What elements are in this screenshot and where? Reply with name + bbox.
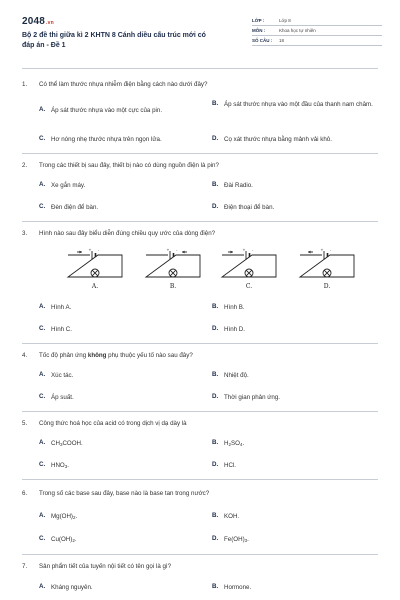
question-text: Hình nào sau đây biểu diễn đúng chiều quy ước của dòng điện? [39, 230, 216, 237]
circuit-c-label: C. [245, 283, 253, 290]
option-5a[interactable]: A. $CH_3COOH$. [39, 439, 83, 447]
option-7b[interactable]: B. Hormone. [212, 583, 252, 591]
divider [22, 153, 378, 154]
page-title: Bộ 2 đề thi giữa kì 2 KHTN 8 Cánh diều cấu trúc mới có đáp án - Đề 1 [22, 32, 206, 49]
svg-text:-: - [330, 247, 332, 252]
question-text: Trong các thiết bị sau đây, thiết bị nào có dùng nguồn điện là pin? [39, 162, 219, 169]
question-text: Tốc độ phản ứng không phụ thuộc yếu tố nào sau đây? [39, 352, 193, 359]
circuit-c-drawing [214, 247, 284, 283]
circuit-d [292, 247, 362, 289]
option-3d[interactable]: D. Hình D. [212, 325, 245, 333]
question-5: 5. Công thức hoá học của acid có trong dịch vị dạ dày là [22, 420, 187, 427]
option-5b[interactable]: B. $H_2SO_4$. [212, 439, 245, 447]
divider [22, 68, 378, 69]
svg-text:+: + [320, 247, 324, 252]
circuit-a-label: A. [91, 283, 99, 290]
circuit-a-drawing [60, 247, 130, 283]
option-6c[interactable]: C. $Cu(OH)_2$. [39, 535, 77, 543]
option-2d[interactable]: D. Điện thoại để bàn. [212, 203, 275, 211]
option-7a[interactable]: A. Kháng nguyên. [39, 583, 93, 591]
circuit-diagrams [60, 247, 380, 289]
option-4d[interactable]: D. Thời gian phản ứng. [212, 393, 281, 401]
option-1c[interactable]: C. Hơ nóng nhẹ thước nhựa trên ngọn lửa. [39, 135, 162, 143]
question-text: Công thức hoá học của acid có trong dịch vị dạ dày là [39, 420, 187, 427]
circuit-b [138, 247, 208, 289]
svg-text:+: + [166, 247, 170, 252]
option-6b[interactable]: B. KOH. [212, 512, 240, 520]
question-2: 2. Trong các thiết bị sau đây, thiết bị nào có dùng nguồn điện là pin? [22, 162, 219, 169]
question-4: 4. Tốc độ phản ứng không phụ thuộc yếu tố nào sau đây? [22, 352, 193, 359]
divider [22, 221, 378, 222]
svg-text:+: + [242, 247, 246, 252]
meta-row-count: SỐ CÂU : 18 [252, 36, 382, 46]
circuit-b-label: B. [169, 283, 177, 290]
meta-row-subject: MÔN : Khoa học tự nhiên [252, 26, 382, 36]
option-4a[interactable]: A. Xúc tác. [39, 371, 74, 379]
svg-text:+: + [88, 247, 92, 252]
option-1a[interactable]: A. Áp sát thước nhựa vào một cực của pin. [39, 106, 163, 114]
divider [22, 411, 378, 412]
question-text: Trong số các base sau đây, base nào là base tan trong nước? [39, 490, 210, 497]
option-6d[interactable]: D. $Fe(OH)_3$. [212, 535, 249, 543]
site-logo[interactable]: 2048.vn [22, 16, 54, 27]
option-5c[interactable]: C. $HNO_3$. [39, 461, 69, 469]
question-6: 6. Trong số các base sau đây, base nào là base tan trong nước? [22, 490, 210, 497]
divider [22, 554, 378, 555]
question-text: Có thể làm thước nhựa nhiễm điện bằng cách nào dưới đây? [39, 81, 208, 88]
option-3c[interactable]: C. Hình C. [39, 325, 72, 333]
option-2b[interactable]: B. Đài Radio. [212, 181, 253, 189]
option-6a[interactable]: A. $Mg(OH)_2$. [39, 512, 78, 520]
option-2c[interactable]: C. Đèn điện để bàn. [39, 203, 99, 211]
divider [22, 343, 378, 344]
divider [22, 479, 378, 480]
question-1: 1. Có thể làm thước nhựa nhiễm điện bằng cách nào dưới đây? [22, 81, 208, 88]
circuit-a [60, 247, 130, 289]
svg-text:-: - [98, 247, 100, 252]
question-3: 3. Hình nào sau đây biểu diễn đúng chiều quy ước của dòng điện? [22, 230, 216, 237]
circuit-d-label: D. [323, 283, 331, 290]
option-4b[interactable]: B. Nhiệt độ. [212, 371, 249, 379]
option-4c[interactable]: C. Áp suất. [39, 393, 74, 401]
page-header [22, 16, 382, 62]
option-2a[interactable]: A. Xe gắn máy. [39, 181, 86, 189]
option-1d[interactable]: D. Cọ xát thước nhựa bằng mảnh vải khô. [212, 135, 332, 143]
option-3a[interactable]: A. Hình A. [39, 303, 72, 311]
question-7: 7. Sản phẩm tiết của tuyến nội tiết có tên gọi là gì? [22, 563, 172, 570]
circuit-b-drawing [138, 247, 208, 283]
circuit-d-drawing [292, 247, 362, 283]
exam-meta [252, 16, 382, 46]
meta-row-class: LỚP : Lớp 8 [252, 16, 382, 26]
circuit-c [214, 247, 284, 289]
question-text: Sản phẩm tiết của tuyến nội tiết có tên gọi là gì? [39, 563, 172, 570]
svg-text:-: - [252, 247, 254, 252]
option-1b[interactable]: B. Áp sát thước nhựa vào một đầu của thanh nam châm. [212, 100, 373, 108]
svg-text:-: - [176, 247, 178, 252]
option-3b[interactable]: B. Hình B. [212, 303, 245, 311]
option-5d[interactable]: D. HCl. [212, 461, 237, 469]
